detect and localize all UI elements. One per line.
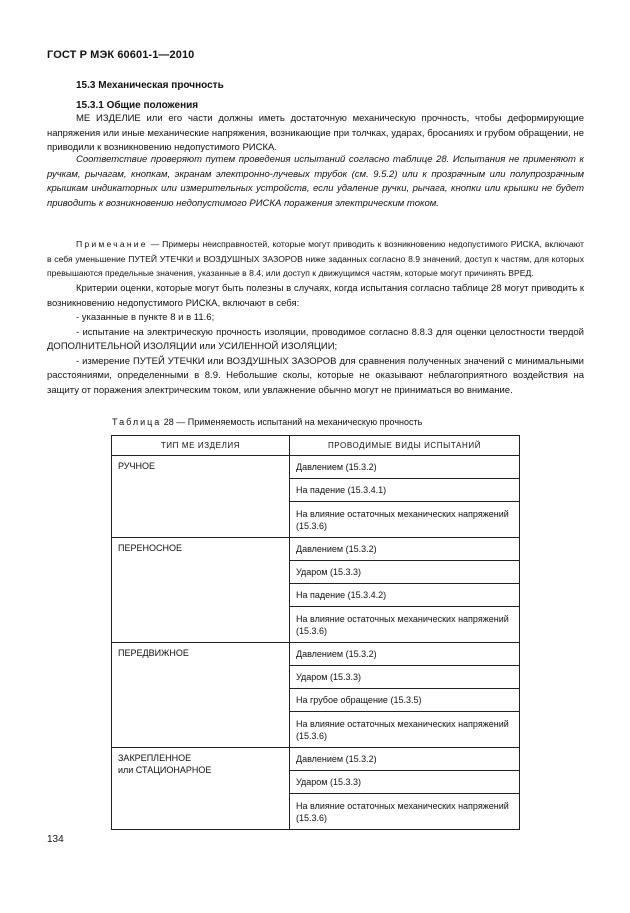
test-cell: Давлением (15.3.2)	[290, 748, 520, 771]
header-tests: ПРОВОДИМЫЕ ВИДЫ ИСПЫТАНИЙ	[290, 436, 520, 456]
device-type-cell	[112, 456, 290, 538]
test-cell: На грубое обращение (15.3.5)	[290, 689, 520, 712]
device-type: ПЕРЕДВИЖНОЕ	[118, 648, 189, 658]
device-type: ЗАКРЕПЛЕННОЕ или СТАЦИОНАРНОЕ	[118, 753, 212, 775]
compliance-paragraph	[47, 153, 584, 211]
criteria-paragraph	[47, 282, 584, 398]
test-cell: На падение (15.3.4.2)	[290, 584, 520, 607]
note-paragraph	[47, 237, 584, 281]
table-row	[112, 643, 520, 666]
criteria-item: - измерение ПУТЕЙ УТЕЧКИ или ВОЗДУШНЫХ ЗАЗОРОВ для сравнения полученных значений с минимальными расстояниями, определенными в 8.9. Небольшие сколы, которые не оказывают неблагоприятного воздействия на защиту от поражения электрическим током, или увлажнение обычно могут не приниматься во внимание.	[47, 355, 584, 396]
test-cell: На влияние остаточных механических напряжений (15.3.6)	[290, 607, 520, 643]
intro-text: МЕ ИЗДЕЛИЕ или его части должны иметь достаточную механическую прочность, чтобы деформирующие напряжения или иные механические напряжения, возникающие при толчках, ударах, бросаниях и грубом обращении, не приводили к возникновению недопустимого РИСКА.	[47, 113, 584, 153]
note-label: Примечание	[76, 239, 148, 249]
test-cell: Давлением (15.3.2)	[290, 643, 520, 666]
criteria-text: Критерии оценки, которые могут быть полезны в случаях, когда испытания согласно таблице 28 могут приводить к возникновению недопустимого РИСКА, включают в себя:	[47, 283, 584, 309]
table-caption-label: Таблица	[112, 417, 162, 427]
test-cell: Давлением (15.3.2)	[290, 456, 520, 479]
header-device-type: ТИП МЕ ИЗДЕЛИЯ	[112, 436, 290, 456]
page-number: 134	[47, 834, 64, 845]
compliance-text: Соответствие проверяют путем проведения испытаний согласно таблице 28. Испытания не применяют к ручкам, рычагам, кнопкам, экранам электронно-лучевых трубок (см. 9.5.2) или к прозрачным или полупрозрачным крышкам индикаторных или измерительных устройств, если удаление ручки, рычага, кнопки или крышки не будет приводить к возникновению недопустимого РИСКА поражения электрическим током.	[47, 154, 584, 209]
criteria-item: - указанные в пункте 8 и в 11.6;	[76, 312, 215, 323]
table-caption-text: 28 — Применяемость испытаний на механическую прочность	[161, 417, 423, 427]
document-header: ГОСТ Р МЭК 60601-1—2010	[47, 49, 195, 61]
test-cell: Давлением (15.3.2)	[290, 538, 520, 561]
test-cell: На падение (15.3.4.1)	[290, 479, 520, 502]
table-row	[112, 456, 520, 479]
test-cell: Ударом (15.3.3)	[290, 666, 520, 689]
device-type-cell	[112, 643, 290, 748]
test-cell: Ударом (15.3.3)	[290, 771, 520, 794]
table-header-row	[112, 436, 520, 456]
mechanical-tests-table	[111, 435, 520, 830]
device-type-cell	[112, 538, 290, 643]
device-type: РУЧНОЕ	[118, 461, 156, 471]
subsection-title: 15.3.1 Общие положения	[76, 100, 199, 111]
test-cell: На влияние остаточных механических напряжений (15.3.6)	[290, 502, 520, 538]
intro-paragraph	[47, 112, 584, 156]
test-cell: На влияние остаточных механических напряжений (15.3.6)	[290, 712, 520, 748]
note-text: — Примеры неисправностей, которые могут приводить к возникновению недопустимого РИСКА, включают в себя уменьшение ПУТЕЙ УТЕЧКИ и ВОЗДУШНЫХ ЗАЗОРОВ ниже заданных согласно 8.9 значений, доступ к частям, для которых превышаются предельные значения, указанные в 8.4, или доступ к движущимся частям, которые могут причинять ВРЕД.	[47, 239, 584, 278]
device-type-cell	[112, 748, 290, 830]
table-caption	[112, 417, 422, 427]
test-cell: На влияние остаточных механических напряжений (15.3.6)	[290, 794, 520, 830]
device-type: ПЕРЕНОСНОЕ	[118, 543, 182, 553]
criteria-item: - испытание на электрическую прочность изоляции, проводимое согласно 8.8.3 для оценки целостности твердой ДОПОЛНИТЕЛЬНОЙ ИЗОЛЯЦИИ или УСИЛЕННОЙ ИЗОЛЯЦИИ;	[47, 326, 584, 352]
table-row	[112, 538, 520, 561]
section-title: 15.3 Механическая прочность	[76, 80, 224, 91]
table-row	[112, 748, 520, 771]
test-cell: Ударом (15.3.3)	[290, 561, 520, 584]
